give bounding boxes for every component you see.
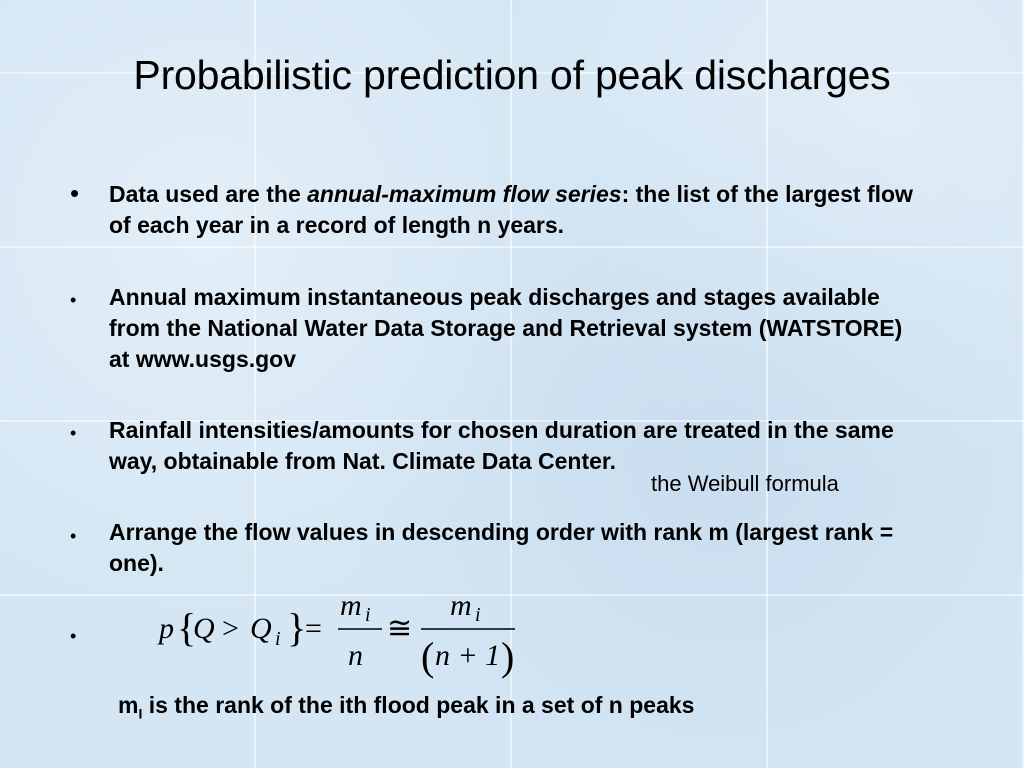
formula-numerator-m2: m — [450, 589, 472, 622]
formula-n-plus-1: n + 1 — [435, 639, 501, 672]
footnote — [118, 692, 694, 722]
formula-gt: > — [222, 612, 239, 645]
bullet-marker: • — [70, 178, 80, 208]
bullet-item-1 — [109, 179, 929, 241]
formula-equals: = — [305, 612, 322, 645]
bullet-marker: • — [70, 626, 77, 646]
footnote-sub: I — [138, 705, 143, 722]
formula-close-brace: } — [287, 605, 307, 650]
page-title: Probabilistic prediction of peak discharges — [133, 52, 891, 98]
formula-open-brace: { — [177, 605, 197, 650]
bullet-marker: • — [70, 290, 77, 310]
bullet-item-2: Annual maximum instantaneous peak discharges and stages available from the National Water Data Storage and Retrieval system (WATSTORE) at www.usgs.gov — [109, 284, 903, 372]
bullet-1-tail: : the list of the largest flow of each year in a record of length n years. — [109, 181, 913, 238]
formula-denominator-n: n — [348, 639, 363, 672]
formula-close-paren: ) — [501, 634, 515, 679]
formula-sub-i: i — [275, 628, 281, 650]
weibull-formula — [155, 585, 535, 685]
formula-open-paren: ( — [421, 634, 435, 679]
bullet-1-lead: Data used are the — [109, 181, 308, 207]
formula-numerator-sub: i — [365, 604, 371, 626]
formula-numerator-m: m — [340, 589, 362, 622]
weibull-annotation: the Weibull formula — [651, 471, 839, 496]
formula-Q: Q — [193, 612, 215, 645]
formula-Qi: Q — [250, 612, 272, 645]
bullet-item-4: Arrange the flow values in descending order with rank m (largest rank = one). — [109, 519, 894, 576]
formula-p: p — [159, 612, 174, 645]
formula-approx: ≅ — [387, 612, 413, 645]
bullet-marker: • — [70, 526, 77, 546]
footnote-text: is the rank of the ith flood peak in a set of n peaks — [142, 692, 695, 718]
bullet-item-3: Rainfall intensities/amounts for chosen duration are treated in the same way, obtainable from Nat. Climate Data Center. — [109, 417, 894, 474]
bullet-1-emphasis: annual-maximum flow series — [307, 181, 622, 207]
footnote-m: m — [118, 692, 139, 718]
bullet-marker: • — [70, 423, 77, 443]
formula-numerator-sub2: i — [475, 604, 481, 626]
